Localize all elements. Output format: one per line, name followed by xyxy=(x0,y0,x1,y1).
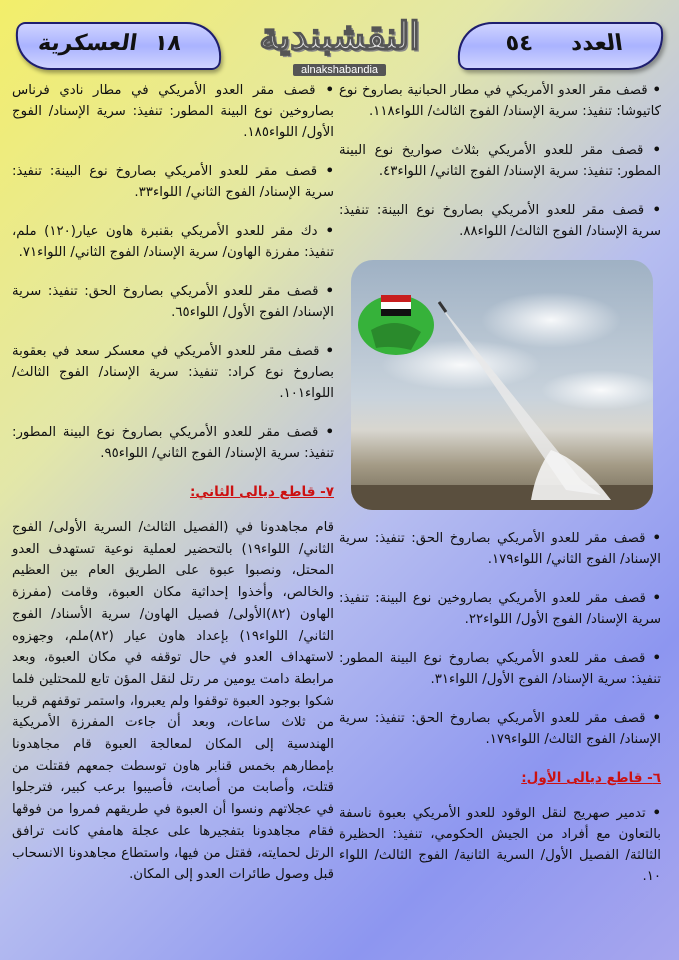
issue-number: ٥٤ xyxy=(503,31,535,56)
list-item: • قصف مقر للعدو الأمريكي بصاروخ الحق: تنفيذ: سرية الإسناد/ الفوج الأول/ اللواء٦٥. xyxy=(12,281,334,323)
list-item: • قصف مقر للعدو الأمريكي بصاروخين نوع البينة: تنفيذ: سرية الإسناد/ الفوج الأول/ اللواء٢٢. xyxy=(339,588,661,630)
rocket-launch-illustration xyxy=(351,260,653,510)
page-section-banner xyxy=(11,22,227,70)
emblem-icon xyxy=(358,295,434,355)
right-column xyxy=(339,80,661,905)
issue-banner xyxy=(453,22,669,70)
rocket-launch-photo xyxy=(351,260,653,510)
list-item: • قصف مقر للعدو الأمريكي بصاروخ نوع البينة: تنفيذ: سرية الإسناد/ الفوج الثالث/ اللواء٨٨. xyxy=(339,200,661,242)
page-number: ١٨ xyxy=(152,31,184,56)
section-heading: ٦- قاطع ديالى الأول: xyxy=(521,770,661,786)
section-name: العسكرية xyxy=(36,31,139,56)
section-paragraph: قام مجاهدونا في (الفصيل الثالث/ السرية الأولى/ الفوج الثاني/ اللواء١٩) بالتحضير لعملية نوعية تستهدف العدو المحتل، ونصبوا عبوة على الطريق العام بين العظيم والخالص، وأخذوا إحداثية مكان العبوة، وقامت (مفرزة الهاون (٨٢)الأولى/ فصيل الهاون/ سرية الأسناد/ الفوج الثاني/ اللواء١٩) بإعداد هاون عيار (٨٢)ملم، وجهزوه لاستهداف العدو في حال توقفه في مكان العبوة، وبعد مرابطة دامت يومين مر رتل لنقل المؤن تابع للمحتلين فلما شكوا بوجود العبوة توقفوا ولم يعبروا، واستمر توقفهم قريبا من ثلاث ساعات، وبعد أن جاءت المفرزة الأمريكية الهندسية إلى المكان لمعالجة العبوة قام مجاهدونا بإمطارهم بخمس قنابر هاون توسطت جمعهم فقتلت من قتلت، وأصابت من أصابت، فأصيبوا برعب كبير، فترجلوا في عجلاتهم ونسوا أن العبوة في طريقهم فمروا من فوقها فقام مجاهدونا بتفجيرها على عجلة هامفي كانت ترافق الرتل لحمايته، فقتل من فيها، واستطاع مجاهدونا الانسحاب قبل وصول طائرات العدو إلى المكان. xyxy=(12,520,335,883)
logo-site: alnakshabandia xyxy=(293,64,386,76)
logo-title: النقشبندية xyxy=(259,13,420,58)
list-item: • قصف مقر للعدو الأمريكي بصاروخ نوع البينة المطور: تنفيذ: سرية الإسناد/ الفوج الأول/ اللواء٣١. xyxy=(339,648,661,690)
list-item: • قصف مقر للعدو الأمريكي بثلاث صواريخ نوع البينة المطور: تنفيذ: سرية الإسناد/ الفوج الثاني/ اللواء٤٣. xyxy=(339,140,661,182)
left-column xyxy=(12,80,334,886)
issue-label: العدد xyxy=(568,31,625,56)
list-item: • قصف مقر للعدو الأمريكي بصاروخ نوع البينة: تنفيذ: سرية الإسناد/ الفوج الثاني/ اللواء٣٣. xyxy=(12,161,334,203)
list-item: • قصف مقر العدو الأمريكي في مطار الحبانية بصاروخ نوع كاتيوشا: تنفيذ: سرية الإسناد/ الفوج الثالث/ اللواء١١٨. xyxy=(339,80,661,122)
list-item: • قصف مقر للعدو الأمريكي بصاروخ نوع البينة المطور: تنفيذ: سرية الإسناد/ الفوج الثاني/ اللواء٩٥. xyxy=(12,422,334,464)
list-item: • دك مقر للعدو الأمريكي بقنبرة هاون عيار(١٢٠) ملم، تنفيذ: مفرزة الهاون/ سرية الإسناد/ الفوج الثاني/ اللواء٧١. xyxy=(12,221,334,263)
list-item: • قصف مقر للعدو الأمريكي في معسكر سعد في بعقوبة بصاروخ نوع كراد: تنفيذ: سرية الإسناد/ الفوج الثالث/ اللواء١٠١. xyxy=(12,341,334,404)
magazine-logo xyxy=(237,13,442,76)
list-item: • قصف مقر للعدو الأمريكي بصاروخ الحق: تنفيذ: سرية الإسناد/ الفوج الثاني/ اللواء١٧٩. xyxy=(339,528,661,570)
section-heading: ٧- قاطع ديالى الثاني: xyxy=(190,484,334,500)
list-item: • قصف مقر للعدو الأمريكي بصاروخ الحق: تنفيذ: سرية الإسناد/ الفوج الثالث/ اللواء١٧٩. xyxy=(339,708,661,750)
list-item: • قصف مقر العدو الأمريكي في مطار نادي فرناس بصاروخين نوع البينة المطور: تنفيذ: سرية الإسناد/ الفوج الأول/ اللواء١٨٥. xyxy=(12,80,334,143)
list-item: • تدمير صهريج لنقل الوقود للعدو الأمريكي بعبوة ناسفة بالتعاون مع أفراد من الجيش الحكومي، تنفيذ: الحظيرة الثالثة/ الفصيل الأول/ السرية الثانية/ الفوج الثالث/ اللواء ١٠. xyxy=(339,803,661,887)
